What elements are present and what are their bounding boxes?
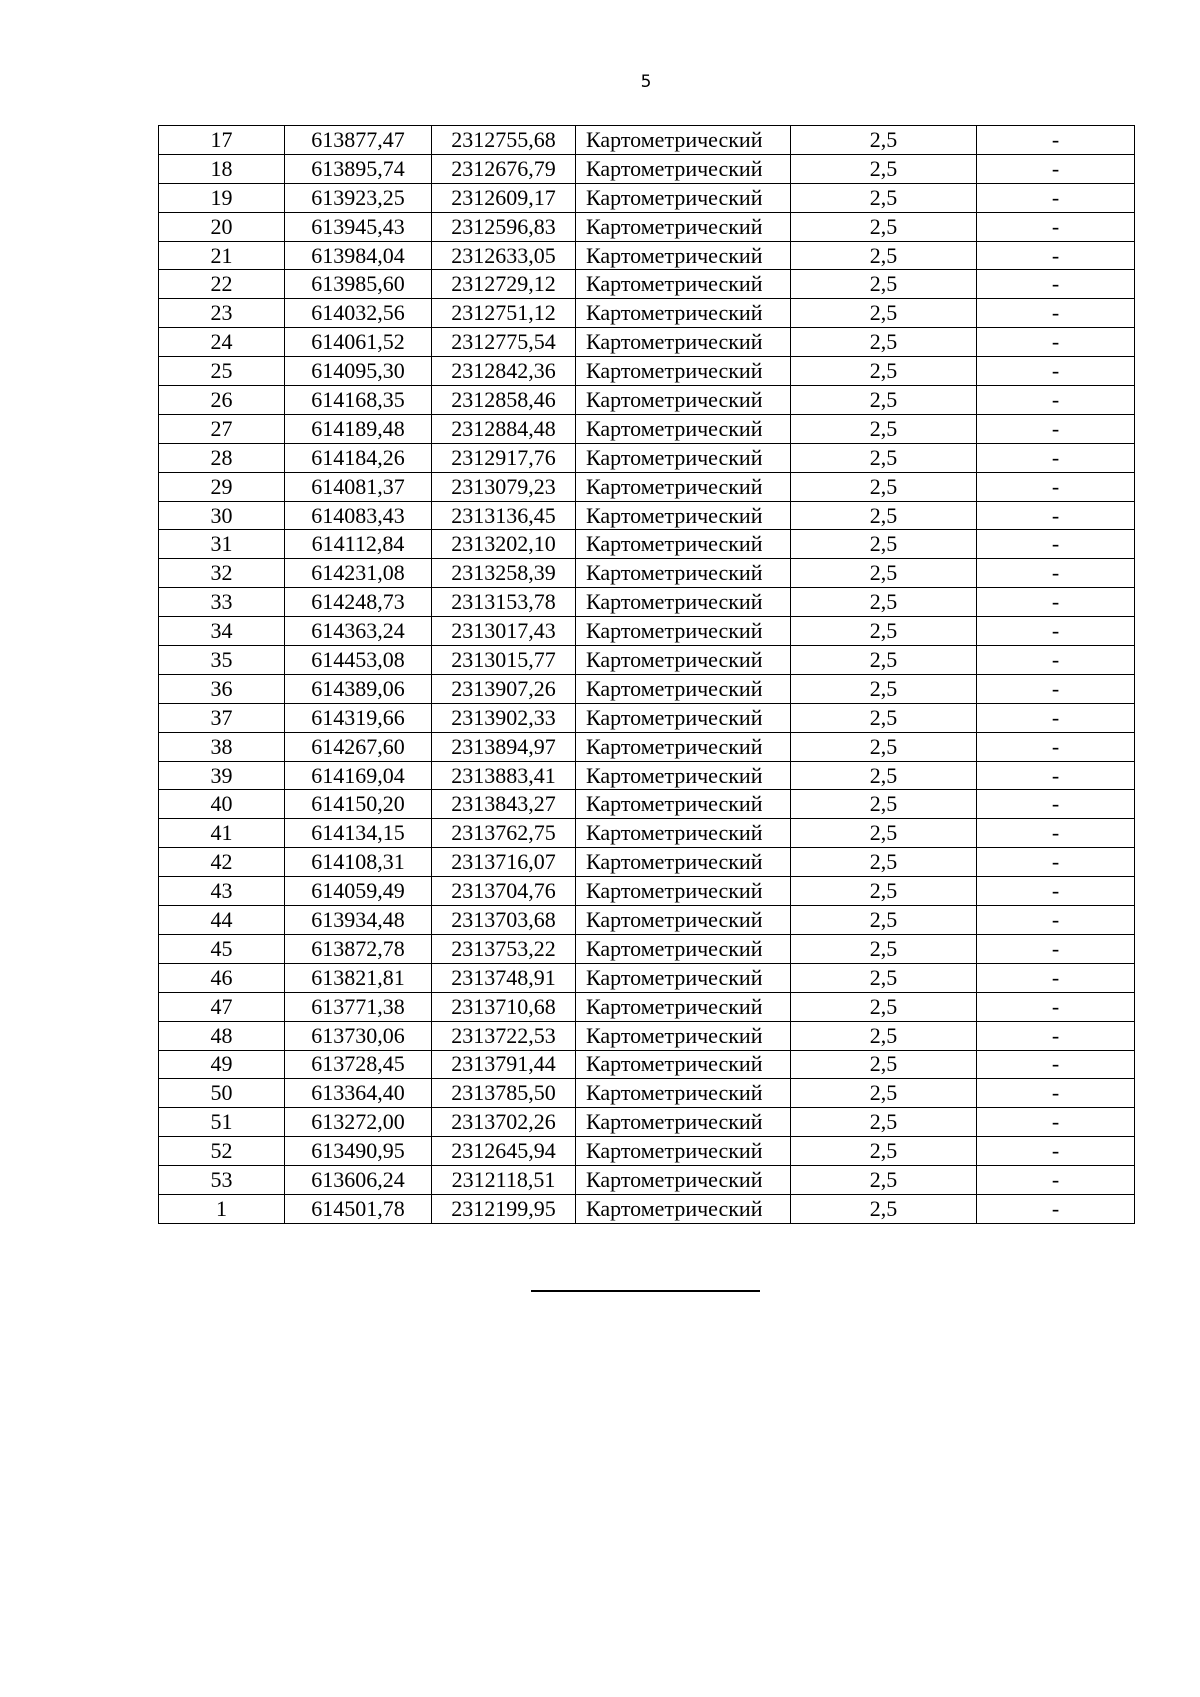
accuracy-cell: 2,5 — [791, 357, 977, 386]
method-cell: Картометрический — [576, 646, 791, 675]
x-coordinate-cell: 613923,25 — [285, 183, 432, 212]
description-cell: - — [977, 646, 1135, 675]
description-cell: - — [977, 241, 1135, 270]
x-coordinate-cell: 614248,73 — [285, 588, 432, 617]
y-coordinate-cell: 2313894,97 — [432, 732, 576, 761]
method-cell: Картометрический — [576, 617, 791, 646]
point-number-cell: 18 — [159, 154, 285, 183]
table-row — [159, 819, 1135, 848]
accuracy-cell: 2,5 — [791, 1021, 977, 1050]
x-coordinate-cell: 614453,08 — [285, 646, 432, 675]
description-cell: - — [977, 934, 1135, 963]
table-row — [159, 357, 1135, 386]
point-number-cell: 41 — [159, 819, 285, 848]
point-number-cell: 43 — [159, 877, 285, 906]
accuracy-cell: 2,5 — [791, 819, 977, 848]
x-coordinate-cell: 613985,60 — [285, 270, 432, 299]
table-row — [159, 992, 1135, 1021]
table-row — [159, 848, 1135, 877]
method-cell: Картометрический — [576, 588, 791, 617]
method-cell: Картометрический — [576, 1108, 791, 1137]
table-row — [159, 617, 1135, 646]
y-coordinate-cell: 2312596,83 — [432, 212, 576, 241]
table-row — [159, 299, 1135, 328]
table-row — [159, 241, 1135, 270]
description-cell: - — [977, 963, 1135, 992]
description-cell: - — [977, 501, 1135, 530]
point-number-cell: 40 — [159, 790, 285, 819]
table-row — [159, 443, 1135, 472]
accuracy-cell: 2,5 — [791, 934, 977, 963]
method-cell: Картометрический — [576, 212, 791, 241]
accuracy-cell: 2,5 — [791, 559, 977, 588]
x-coordinate-cell: 614169,04 — [285, 761, 432, 790]
method-cell: Картометрический — [576, 1137, 791, 1166]
point-number-cell: 22 — [159, 270, 285, 299]
point-number-cell: 1 — [159, 1194, 285, 1223]
method-cell: Картометрический — [576, 1194, 791, 1223]
description-cell: - — [977, 1108, 1135, 1137]
point-number-cell: 24 — [159, 328, 285, 357]
description-cell: - — [977, 588, 1135, 617]
accuracy-cell: 2,5 — [791, 992, 977, 1021]
y-coordinate-cell: 2313753,22 — [432, 934, 576, 963]
table-row — [159, 732, 1135, 761]
point-number-cell: 28 — [159, 443, 285, 472]
point-number-cell: 47 — [159, 992, 285, 1021]
description-cell: - — [977, 1050, 1135, 1079]
y-coordinate-cell: 2313153,78 — [432, 588, 576, 617]
y-coordinate-cell: 2313843,27 — [432, 790, 576, 819]
x-coordinate-cell: 614059,49 — [285, 877, 432, 906]
y-coordinate-cell: 2312676,79 — [432, 154, 576, 183]
method-cell: Картометрический — [576, 1166, 791, 1195]
point-number-cell: 33 — [159, 588, 285, 617]
description-cell: - — [977, 906, 1135, 935]
y-coordinate-cell: 2312755,68 — [432, 126, 576, 155]
x-coordinate-cell: 613490,95 — [285, 1137, 432, 1166]
accuracy-cell: 2,5 — [791, 126, 977, 155]
method-cell: Картометрический — [576, 559, 791, 588]
x-coordinate-cell: 614112,84 — [285, 530, 432, 559]
table-row — [159, 703, 1135, 732]
point-number-cell: 29 — [159, 472, 285, 501]
point-number-cell: 46 — [159, 963, 285, 992]
accuracy-cell: 2,5 — [791, 588, 977, 617]
accuracy-cell: 2,5 — [791, 270, 977, 299]
point-number-cell: 44 — [159, 906, 285, 935]
point-number-cell: 20 — [159, 212, 285, 241]
method-cell: Картометрический — [576, 732, 791, 761]
y-coordinate-cell: 2313703,68 — [432, 906, 576, 935]
table-row — [159, 154, 1135, 183]
x-coordinate-cell: 614061,52 — [285, 328, 432, 357]
accuracy-cell: 2,5 — [791, 328, 977, 357]
method-cell: Картометрический — [576, 154, 791, 183]
x-coordinate-cell: 614189,48 — [285, 414, 432, 443]
y-coordinate-cell: 2313785,50 — [432, 1079, 576, 1108]
description-cell: - — [977, 183, 1135, 212]
point-number-cell: 49 — [159, 1050, 285, 1079]
table-row — [159, 386, 1135, 415]
point-number-cell: 19 — [159, 183, 285, 212]
point-number-cell: 17 — [159, 126, 285, 155]
description-cell: - — [977, 212, 1135, 241]
method-cell: Картометрический — [576, 414, 791, 443]
description-cell: - — [977, 530, 1135, 559]
y-coordinate-cell: 2312199,95 — [432, 1194, 576, 1223]
description-cell: - — [977, 386, 1135, 415]
accuracy-cell: 2,5 — [791, 443, 977, 472]
accuracy-cell: 2,5 — [791, 963, 977, 992]
y-coordinate-cell: 2313748,91 — [432, 963, 576, 992]
accuracy-cell: 2,5 — [791, 1050, 977, 1079]
table-row — [159, 1108, 1135, 1137]
x-coordinate-cell: 613934,48 — [285, 906, 432, 935]
y-coordinate-cell: 2312842,36 — [432, 357, 576, 386]
y-coordinate-cell: 2312917,76 — [432, 443, 576, 472]
point-number-cell: 25 — [159, 357, 285, 386]
accuracy-cell: 2,5 — [791, 1079, 977, 1108]
x-coordinate-cell: 613771,38 — [285, 992, 432, 1021]
table-row — [159, 588, 1135, 617]
table-row — [159, 1137, 1135, 1166]
point-number-cell: 42 — [159, 848, 285, 877]
table-row — [159, 530, 1135, 559]
x-coordinate-cell: 614168,35 — [285, 386, 432, 415]
table-row — [159, 1194, 1135, 1223]
y-coordinate-cell: 2312884,48 — [432, 414, 576, 443]
point-number-cell: 36 — [159, 674, 285, 703]
table-row — [159, 183, 1135, 212]
table-row — [159, 559, 1135, 588]
point-number-cell: 26 — [159, 386, 285, 415]
table-row — [159, 934, 1135, 963]
point-number-cell: 53 — [159, 1166, 285, 1195]
description-cell: - — [977, 877, 1135, 906]
method-cell: Картометрический — [576, 963, 791, 992]
accuracy-cell: 2,5 — [791, 761, 977, 790]
method-cell: Картометрический — [576, 386, 791, 415]
x-coordinate-cell: 614501,78 — [285, 1194, 432, 1223]
method-cell: Картометрический — [576, 472, 791, 501]
y-coordinate-cell: 2312609,17 — [432, 183, 576, 212]
description-cell: - — [977, 761, 1135, 790]
description-cell: - — [977, 790, 1135, 819]
accuracy-cell: 2,5 — [791, 472, 977, 501]
x-coordinate-cell: 614184,26 — [285, 443, 432, 472]
table-row — [159, 646, 1135, 675]
method-cell: Картометрический — [576, 357, 791, 386]
accuracy-cell: 2,5 — [791, 501, 977, 530]
table-row — [159, 1166, 1135, 1195]
description-cell: - — [977, 617, 1135, 646]
description-cell: - — [977, 1137, 1135, 1166]
table-row — [159, 761, 1135, 790]
point-number-cell: 52 — [159, 1137, 285, 1166]
accuracy-cell: 2,5 — [791, 241, 977, 270]
page-number: 5 — [640, 72, 652, 92]
x-coordinate-cell: 613272,00 — [285, 1108, 432, 1137]
table-row — [159, 328, 1135, 357]
y-coordinate-cell: 2313791,44 — [432, 1050, 576, 1079]
method-cell: Картометрический — [576, 241, 791, 270]
y-coordinate-cell: 2312645,94 — [432, 1137, 576, 1166]
table-row — [159, 674, 1135, 703]
y-coordinate-cell: 2313704,76 — [432, 877, 576, 906]
accuracy-cell: 2,5 — [791, 1194, 977, 1223]
y-coordinate-cell: 2313258,39 — [432, 559, 576, 588]
description-cell: - — [977, 819, 1135, 848]
accuracy-cell: 2,5 — [791, 732, 977, 761]
table-row — [159, 790, 1135, 819]
point-number-cell: 23 — [159, 299, 285, 328]
y-coordinate-cell: 2312633,05 — [432, 241, 576, 270]
description-cell: - — [977, 703, 1135, 732]
accuracy-cell: 2,5 — [791, 154, 977, 183]
description-cell: - — [977, 472, 1135, 501]
description-cell: - — [977, 1021, 1135, 1050]
method-cell: Картометрический — [576, 443, 791, 472]
x-coordinate-cell: 613984,04 — [285, 241, 432, 270]
description-cell: - — [977, 357, 1135, 386]
method-cell: Картометрический — [576, 819, 791, 848]
method-cell: Картометрический — [576, 501, 791, 530]
method-cell: Картометрический — [576, 790, 791, 819]
method-cell: Картометрический — [576, 328, 791, 357]
coordinates-table — [158, 125, 1135, 1224]
method-cell: Картометрический — [576, 761, 791, 790]
accuracy-cell: 2,5 — [791, 617, 977, 646]
accuracy-cell: 2,5 — [791, 414, 977, 443]
x-coordinate-cell: 613821,81 — [285, 963, 432, 992]
x-coordinate-cell: 613728,45 — [285, 1050, 432, 1079]
y-coordinate-cell: 2313136,45 — [432, 501, 576, 530]
y-coordinate-cell: 2313907,26 — [432, 674, 576, 703]
point-number-cell: 30 — [159, 501, 285, 530]
point-number-cell: 37 — [159, 703, 285, 732]
x-coordinate-cell: 613877,47 — [285, 126, 432, 155]
x-coordinate-cell: 614032,56 — [285, 299, 432, 328]
x-coordinate-cell: 613364,40 — [285, 1079, 432, 1108]
accuracy-cell: 2,5 — [791, 1137, 977, 1166]
table-row — [159, 1079, 1135, 1108]
table-row — [159, 963, 1135, 992]
method-cell: Картометрический — [576, 877, 791, 906]
method-cell: Картометрический — [576, 126, 791, 155]
x-coordinate-cell: 614150,20 — [285, 790, 432, 819]
description-cell: - — [977, 848, 1135, 877]
accuracy-cell: 2,5 — [791, 386, 977, 415]
accuracy-cell: 2,5 — [791, 906, 977, 935]
table-row — [159, 1050, 1135, 1079]
table-row — [159, 877, 1135, 906]
description-cell: - — [977, 1166, 1135, 1195]
accuracy-cell: 2,5 — [791, 1166, 977, 1195]
table-row — [159, 1021, 1135, 1050]
point-number-cell: 35 — [159, 646, 285, 675]
method-cell: Картометрический — [576, 703, 791, 732]
table-row — [159, 906, 1135, 935]
description-cell: - — [977, 559, 1135, 588]
y-coordinate-cell: 2313079,23 — [432, 472, 576, 501]
description-cell: - — [977, 414, 1135, 443]
y-coordinate-cell: 2313762,75 — [432, 819, 576, 848]
accuracy-cell: 2,5 — [791, 1108, 977, 1137]
y-coordinate-cell: 2312118,51 — [432, 1166, 576, 1195]
method-cell: Картометрический — [576, 1050, 791, 1079]
x-coordinate-cell: 614267,60 — [285, 732, 432, 761]
method-cell: Картометрический — [576, 848, 791, 877]
description-cell: - — [977, 674, 1135, 703]
table-row — [159, 212, 1135, 241]
y-coordinate-cell: 2312729,12 — [432, 270, 576, 299]
accuracy-cell: 2,5 — [791, 848, 977, 877]
y-coordinate-cell: 2313702,26 — [432, 1108, 576, 1137]
method-cell: Картометрический — [576, 1079, 791, 1108]
y-coordinate-cell: 2313722,53 — [432, 1021, 576, 1050]
x-coordinate-cell: 614108,31 — [285, 848, 432, 877]
method-cell: Картометрический — [576, 992, 791, 1021]
x-coordinate-cell: 613606,24 — [285, 1166, 432, 1195]
method-cell: Картометрический — [576, 530, 791, 559]
point-number-cell: 27 — [159, 414, 285, 443]
point-number-cell: 21 — [159, 241, 285, 270]
table-row — [159, 414, 1135, 443]
point-number-cell: 48 — [159, 1021, 285, 1050]
x-coordinate-cell: 613730,06 — [285, 1021, 432, 1050]
description-cell: - — [977, 154, 1135, 183]
point-number-cell: 32 — [159, 559, 285, 588]
description-cell: - — [977, 328, 1135, 357]
description-cell: - — [977, 1079, 1135, 1108]
point-number-cell: 39 — [159, 761, 285, 790]
y-coordinate-cell: 2313883,41 — [432, 761, 576, 790]
point-number-cell: 31 — [159, 530, 285, 559]
x-coordinate-cell: 614081,37 — [285, 472, 432, 501]
description-cell: - — [977, 299, 1135, 328]
method-cell: Картометрический — [576, 299, 791, 328]
point-number-cell: 51 — [159, 1108, 285, 1137]
table-row — [159, 501, 1135, 530]
x-coordinate-cell: 614095,30 — [285, 357, 432, 386]
x-coordinate-cell: 613895,74 — [285, 154, 432, 183]
method-cell: Картометрический — [576, 934, 791, 963]
method-cell: Картометрический — [576, 183, 791, 212]
description-cell: - — [977, 1194, 1135, 1223]
y-coordinate-cell: 2313015,77 — [432, 646, 576, 675]
table-row — [159, 270, 1135, 299]
table-body — [159, 126, 1135, 1224]
description-cell: - — [977, 126, 1135, 155]
accuracy-cell: 2,5 — [791, 183, 977, 212]
x-coordinate-cell: 613872,78 — [285, 934, 432, 963]
description-cell: - — [977, 270, 1135, 299]
point-number-cell: 38 — [159, 732, 285, 761]
x-coordinate-cell: 614319,66 — [285, 703, 432, 732]
x-coordinate-cell: 613945,43 — [285, 212, 432, 241]
accuracy-cell: 2,5 — [791, 646, 977, 675]
description-cell: - — [977, 732, 1135, 761]
x-coordinate-cell: 614389,06 — [285, 674, 432, 703]
table-row — [159, 472, 1135, 501]
method-cell: Картометрический — [576, 906, 791, 935]
accuracy-cell: 2,5 — [791, 790, 977, 819]
point-number-cell: 34 — [159, 617, 285, 646]
y-coordinate-cell: 2313716,07 — [432, 848, 576, 877]
point-number-cell: 50 — [159, 1079, 285, 1108]
y-coordinate-cell: 2313902,33 — [432, 703, 576, 732]
y-coordinate-cell: 2312858,46 — [432, 386, 576, 415]
accuracy-cell: 2,5 — [791, 299, 977, 328]
accuracy-cell: 2,5 — [791, 674, 977, 703]
description-cell: - — [977, 992, 1135, 1021]
y-coordinate-cell: 2312751,12 — [432, 299, 576, 328]
y-coordinate-cell: 2312775,54 — [432, 328, 576, 357]
x-coordinate-cell: 614363,24 — [285, 617, 432, 646]
accuracy-cell: 2,5 — [791, 530, 977, 559]
x-coordinate-cell: 614083,43 — [285, 501, 432, 530]
table-row — [159, 126, 1135, 155]
footer-divider — [531, 1290, 760, 1292]
method-cell: Картометрический — [576, 270, 791, 299]
method-cell: Картометрический — [576, 674, 791, 703]
point-number-cell: 45 — [159, 934, 285, 963]
y-coordinate-cell: 2313017,43 — [432, 617, 576, 646]
x-coordinate-cell: 614134,15 — [285, 819, 432, 848]
accuracy-cell: 2,5 — [791, 212, 977, 241]
accuracy-cell: 2,5 — [791, 877, 977, 906]
description-cell: - — [977, 443, 1135, 472]
method-cell: Картометрический — [576, 1021, 791, 1050]
y-coordinate-cell: 2313710,68 — [432, 992, 576, 1021]
accuracy-cell: 2,5 — [791, 703, 977, 732]
y-coordinate-cell: 2313202,10 — [432, 530, 576, 559]
x-coordinate-cell: 614231,08 — [285, 559, 432, 588]
